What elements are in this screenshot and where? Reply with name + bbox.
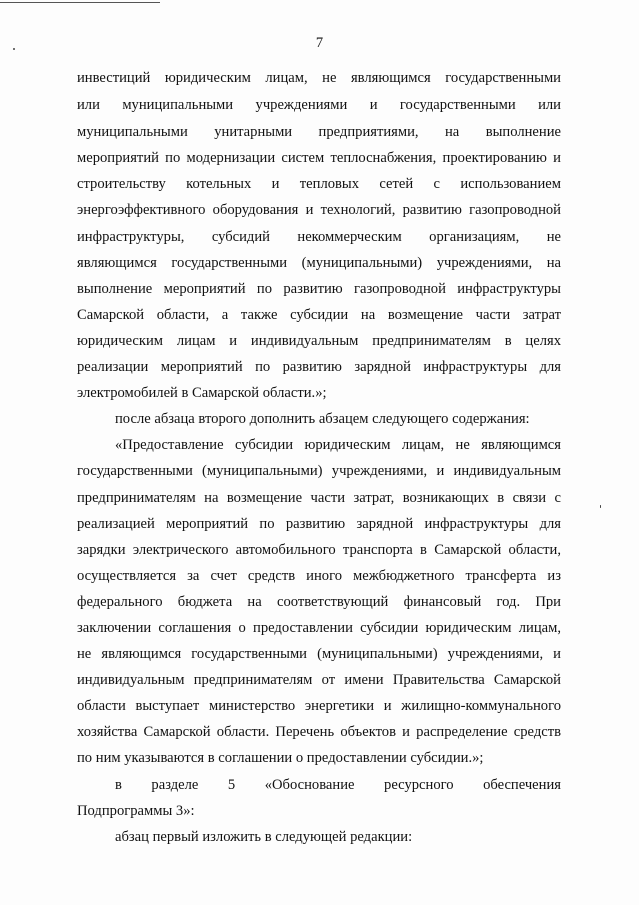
- paragraph-start-line: после абзаца второго дополнить абзацем следующего содержания:: [115, 411, 530, 427]
- body-text-line: осуществляется за счет средств иного межбюджетного трансферта из: [77, 568, 561, 584]
- body-text-line: строительству котельных и тепловых сетей с использованием: [77, 176, 561, 192]
- body-text-line: области выступает министерство энергетики и жилищно-коммунального: [77, 698, 561, 714]
- body-text-line: заключении соглашения о предоставлении субсидии юридическим лицам,: [77, 620, 561, 636]
- body-text-line: реализацией мероприятий по развитию зарядной инфраструктуры для: [77, 516, 561, 532]
- body-text-line: не являющимся государственными (муниципальными) учреждениями, и: [77, 646, 561, 662]
- body-text-line: предпринимателям на возмещение части затрат, возникающих в связи с: [77, 490, 561, 506]
- body-text-line: выполнение мероприятий по развитию газопроводной инфраструктуры: [77, 281, 561, 297]
- body-text-line: инвестиций юридическим лицам, не являющимся государственными: [77, 70, 561, 86]
- body-text-line: по ним указываются в соглашении о предоставлении субсидии.»;: [77, 750, 484, 766]
- scan-speck: [600, 505, 601, 508]
- body-text-line: являющимся государственными (муниципальными) учреждениями, на: [77, 255, 561, 271]
- body-text-line: энергоэффективного оборудования и технологий, развитию газопроводной: [77, 202, 561, 218]
- body-text-line: зарядки электрического автомобильного транспорта в Самарской области,: [77, 542, 561, 558]
- body-text-line: Подпрограммы 3»:: [77, 803, 195, 819]
- body-text-line: Самарской области, а также субсидии на возмещение части затрат: [77, 307, 561, 323]
- paragraph-start-line: «Предоставление субсидии юридическим лицам, не являющимся: [115, 437, 561, 453]
- body-text-line: государственными (муниципальными) учреждениями, и индивидуальным: [77, 463, 561, 479]
- body-text-line: мероприятий по модернизации систем теплоснабжения, проектированию и: [77, 150, 561, 166]
- body-text-line: хозяйства Самарской области. Перечень объектов и распределение средств: [77, 724, 561, 740]
- scan-artifact-line: [0, 2, 160, 3]
- body-text-line: индивидуальным предпринимателям от имени Правительства Самарской: [77, 672, 561, 688]
- body-text-line: электромобилей в Самарской области.»;: [77, 385, 327, 401]
- page-number: 7: [315, 35, 324, 51]
- body-text-line: юридическим лицам и индивидуальным предпринимателям в целях: [77, 333, 561, 349]
- body-text-line: федерального бюджета на соответствующий финансовый год. При: [77, 594, 561, 610]
- body-text-line: муниципальными унитарными предприятиями, на выполнение: [77, 124, 561, 140]
- paragraph-start-line: абзац первый изложить в следующей редакции:: [115, 829, 413, 845]
- body-text-line: инфраструктуры, субсидий некоммерческим организациям, не: [77, 229, 561, 245]
- body-text-line: или муниципальными учреждениями и государственными или: [77, 97, 561, 113]
- body-text-line: реализации мероприятий по развитию зарядной инфраструктуры для: [77, 359, 561, 375]
- paragraph-start-line: в разделе 5 «Обоснование ресурсного обеспечения: [115, 777, 561, 793]
